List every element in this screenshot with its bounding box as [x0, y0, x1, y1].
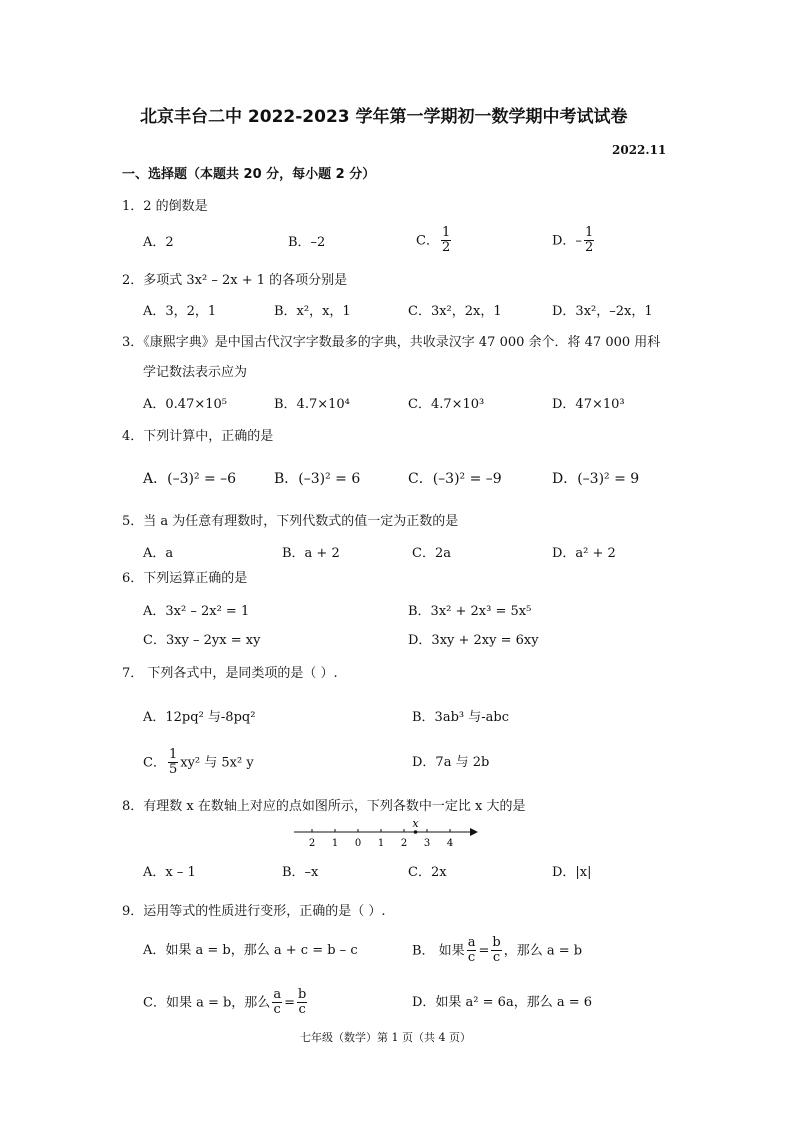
number-line-tick-label: 0 [354, 838, 362, 849]
q7-option-d: D．7a 与 2b [412, 755, 490, 770]
page-title: 北京丰台二中 2022-2023 学年第一学期初一数学期中考试试卷 [140, 107, 628, 127]
number-line-arrow [470, 828, 478, 836]
fraction-numerator: a [273, 987, 282, 1002]
fraction-numerator: a [467, 935, 476, 950]
number-line [292, 818, 482, 852]
q1-option-d-fraction [584, 226, 594, 256]
question-4-stem: 4．下列计算中，正确的是 [122, 429, 274, 444]
q8-option-a: A．x – 1 [143, 865, 196, 880]
question-2-stem: 2．多项式 3x² – 2x + 1 的各项分别是 [122, 273, 348, 288]
q1-option-d [552, 226, 596, 256]
q7-option-a: A．12pq² 与-8pq² [143, 710, 256, 725]
number-line-tick-label: 3 [423, 838, 431, 849]
q9-option-c-fraction-left [272, 988, 282, 1018]
number-line-point-label: x [412, 818, 419, 830]
q9-option-c-prefix: C．如果 a = b，那么 [143, 995, 271, 1011]
fraction-denominator: c [492, 950, 501, 966]
q9-option-b-fraction-right [491, 936, 501, 966]
number-line-tick-label: 2 [400, 838, 408, 849]
equals-sign: = [284, 995, 295, 1011]
fraction-numerator: b [492, 935, 501, 950]
fraction-denominator: 2 [584, 240, 594, 256]
fraction-denominator: c [298, 1002, 306, 1018]
question-5-stem: 5．当 a 为任意有理数时，下列代数式的值一定为正数的是 [122, 514, 459, 529]
q3-option-b: B．4.7×10⁴ [274, 397, 350, 412]
q6-option-a: A．3x² – 2x² = 1 [143, 604, 250, 619]
question-1-stem: 1．2 的倒数是 [122, 199, 208, 214]
fraction-denominator: 2 [441, 240, 451, 256]
fraction-numerator: 1 [441, 225, 451, 240]
q5-option-b: B．a + 2 [282, 546, 340, 561]
question-6-stem: 6．下列运算正确的是 [122, 571, 248, 586]
page-footer: 七年级（数学）第 1 页（共 4 页） [300, 1031, 471, 1044]
q5-option-d: D．a² + 2 [552, 546, 616, 561]
q8-option-d: D．|x| [552, 865, 592, 880]
number-line-tick-label: 4 [446, 838, 454, 849]
equals-sign: = [478, 943, 490, 959]
q7-option-b: B．3ab³ 与-abc [412, 710, 509, 725]
q9-option-c [143, 988, 309, 1018]
fraction-numerator: 1 [168, 747, 178, 762]
q2-option-d: D．3x²，–2x，1 [552, 304, 653, 319]
q6-option-d: D．3xy + 2xy = 6xy [408, 633, 539, 648]
fraction-numerator: b [297, 987, 307, 1002]
q2-option-a: A．3，2，1 [143, 304, 217, 319]
question-3-stem-line2: 学记数法表示应为 [143, 365, 248, 380]
q2-option-b: B．x²，x，1 [274, 304, 351, 319]
q2-option-c: C．3x²，2x，1 [408, 304, 502, 319]
section-heading: 一、选择题（本题共 20 分，每小题 2 分） [122, 167, 376, 182]
q6-option-b: B．3x² + 2x³ = 5x⁵ [408, 604, 532, 619]
q3-option-d: D．47×10³ [552, 397, 625, 412]
q7-option-c-fraction [168, 748, 178, 778]
q7-option-c [143, 748, 254, 778]
q1-option-b: B．–2 [288, 235, 326, 250]
q3-option-c: C．4.7×10³ [408, 397, 485, 412]
question-8-stem: 8．有理数 x 在数轴上对应的点如图所示，下列各数中一定比 x 大的是 [122, 799, 526, 814]
q1-option-c-fraction [441, 226, 451, 256]
q4-option-d: D．(–3)² = 9 [552, 471, 640, 487]
number-line-point-x [414, 830, 418, 834]
number-line-tick-label: 1 [331, 838, 339, 849]
q1-option-a: A．2 [143, 235, 174, 250]
q4-option-b: B．(–3)² = 6 [274, 471, 361, 487]
q8-option-b: B．–x [282, 865, 319, 880]
fraction-denominator: 5 [168, 762, 178, 778]
q9-option-c-fraction-right [297, 988, 307, 1018]
q1-option-c [416, 226, 453, 256]
q1-option-c-prefix: C． [416, 233, 439, 249]
q5-option-a: A．a [143, 546, 174, 561]
fraction-numerator: 1 [584, 225, 594, 240]
q9-option-b [412, 936, 582, 966]
q9-option-d: D．如果 a² = 6a，那么 a = 6 [412, 995, 593, 1010]
q9-option-a: A．如果 a = b，那么 a + c = b – c [143, 943, 358, 958]
q6-option-c: C．3xy – 2yx = xy [143, 633, 261, 648]
question-9-stem: 9．运用等式的性质进行变形，正确的是（ ）. [122, 904, 386, 919]
fraction-denominator: c [467, 950, 476, 966]
q4-option-c: C．(–3)² = –9 [408, 471, 502, 487]
question-7-stem: 7． 下列各式中，是同类项的是（ ）. [122, 666, 338, 681]
q7-option-c-prefix: C． [143, 755, 166, 771]
exam-date: 2022.11 [612, 143, 667, 157]
q7-option-c-suffix: xy² 与 5x² y [180, 755, 254, 771]
question-3-stem-line1: 3．《康熙字典》是中国古代汉字字数最多的字典，共收录汉字 47 000 余个．将 47 000 用科 [122, 335, 661, 350]
q8-option-c: C．2x [408, 865, 447, 880]
fraction-denominator: c [273, 1002, 281, 1018]
q9-option-b-suffix: ，那么 a = b [503, 943, 583, 959]
q3-option-a: A．0.47×10⁵ [143, 397, 227, 412]
q5-option-c: C．2a [412, 546, 451, 561]
q9-option-b-prefix: B． 如果 [412, 943, 465, 959]
q1-option-d-prefix: D．– [552, 233, 582, 249]
number-line-tick-label: 2 [308, 838, 316, 849]
q4-option-a: A．(–3)² = –6 [143, 471, 237, 487]
number-line-tick-label: 1 [377, 838, 385, 849]
q9-option-b-fraction-left [467, 936, 477, 966]
